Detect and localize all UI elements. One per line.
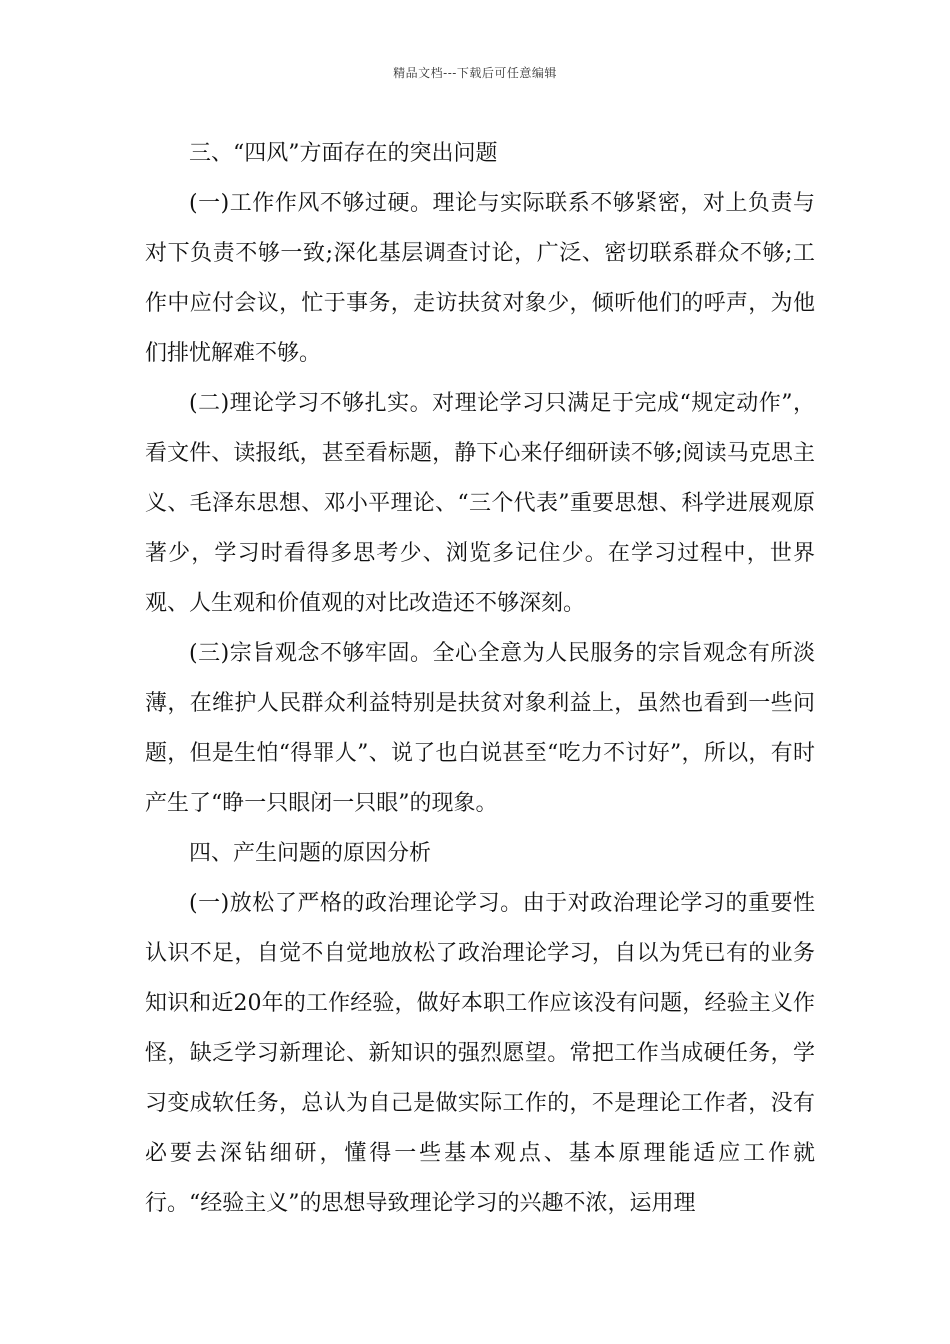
- section-heading-four: 四、产生问题的原因分析: [189, 841, 432, 866]
- paragraph-work-style: (一)工作作风不够过硬。理论与实际联系不够紧密，对上负责与对下负责不够一致;深化基层调查讨论，广泛、密切联系群众不够;工作中应付会议，忙于事务，走访扶贫对象少，倾听他们的呼声，为他们排忧解难不够。: [145, 191, 815, 366]
- page-header: 精品文档---下载后可任意编辑: [393, 66, 557, 80]
- paragraph-cause-analysis: (一)放松了严格的政治理论学习。由于对政治理论学习的重要性认识不足，自觉不自觉地放松了政治理论学习，自以为凭已有的业务知识和近20年的工作经验，做好本职工作应该没有问题，经验主义作怪，缺乏学习新理论、新知识的强烈愿望。常把工作当成硬任务，学习变成软任务，总认为自己是做实际工作的，不是理论工作者，没有必要去深钻细研，懂得一些基本观点、基本原理能适应工作就行。“经验主义”的思想导致理论学习的兴趣不浓，运用理: [145, 891, 815, 1216]
- paragraph-purpose-concept: (三)宗旨观念不够牢固。全心全意为人民服务的宗旨观念有所淡薄，在维护人民群众利益特别是扶贫对象利益上，虽然也看到一些问题，但是生怕“得罪人”、说了也白说甚至“吃力不讨好”，所以，有时产生了“睁一只眼闭一只眼”的现象。: [145, 641, 815, 816]
- document-body: [145, 129, 815, 1229]
- section-heading-three: 三、“四风”方面存在的突出问题: [189, 141, 498, 166]
- paragraph-theory-study: (二)理论学习不够扎实。对理论学习只满足于完成“规定动作”，看文件、读报纸，甚至看标题，静下心来仔细研读不够;阅读马克思主义、毛泽东思想、邓小平理论、“三个代表”重要思想、科学进展观原著少，学习时看得多思考少、浏览多记住少。在学习过程中，世界观、人生观和价值观的对比改造还不够深刻。: [145, 391, 815, 616]
